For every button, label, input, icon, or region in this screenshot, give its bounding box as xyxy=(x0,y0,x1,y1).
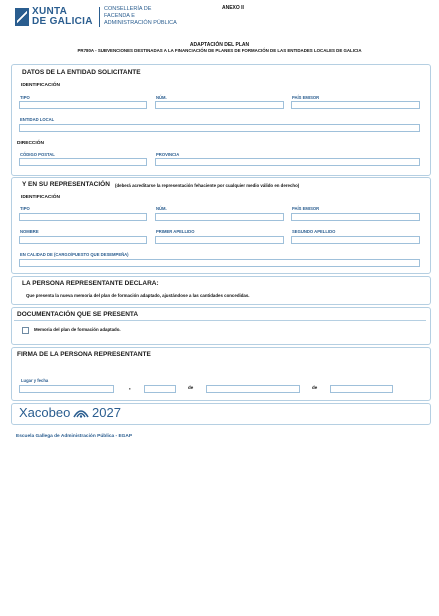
entity-pais-field[interactable] xyxy=(291,101,420,109)
dept-line-2: FACENDA E xyxy=(104,13,135,19)
doc-title: ADAPTACIÓN DEL PLAN xyxy=(189,42,250,48)
entity-num-field[interactable] xyxy=(155,101,284,109)
signature-title: FIRMA DE LA PERSONA REPRESENTANTE xyxy=(17,351,151,358)
comma-separator: , xyxy=(129,385,131,391)
rep-nombre-field[interactable] xyxy=(19,236,147,244)
entity-cp-field[interactable] xyxy=(19,158,147,166)
xunta-logo-text-2: DE GALICIA xyxy=(32,16,93,27)
entity-pais-label: PAÍS EMISOR xyxy=(292,95,320,100)
declaration-text: Que presenta la nueva memoria del plan de formación adaptado, ajustándose a las cantidades concedidas. xyxy=(26,293,250,298)
rep-pais-label: PAÍS EMISOR xyxy=(292,206,320,211)
xacobeo-shell-icon xyxy=(72,406,90,424)
rep-apellido1-field[interactable] xyxy=(155,236,284,244)
year-field[interactable] xyxy=(330,385,393,393)
rep-ident-title: IDENTIFICACIÓN xyxy=(21,195,60,200)
documentation-divider xyxy=(14,320,426,321)
rep-num-label: NÚM. xyxy=(156,206,167,211)
entity-provincia-label: PROVINCIA xyxy=(156,152,180,157)
rep-tipo-label: TIPO xyxy=(20,206,30,211)
entity-tipo-label: TIPO xyxy=(20,95,30,100)
rep-nombre-label: NOMBRE xyxy=(20,229,39,234)
representation-note: (deberá acreditarse la representación fehaciente por cualquier medio válido en derecho) xyxy=(115,182,300,188)
rep-apellido2-label: SEGUNDO APELLIDO xyxy=(292,229,336,234)
footer-school: Escuela Gallega de Administración Pública - EGAP xyxy=(16,434,133,439)
dept-line-3: ADMINISTRACIÓN PÚBLICA xyxy=(104,20,177,26)
xacobeo-year: 2027 xyxy=(92,405,121,420)
entity-cp-label: CÓDIGO POSTAL xyxy=(20,152,55,157)
entity-section-title: DATOS DE LA ENTIDAD SOLICITANTE xyxy=(22,69,141,76)
xacobeo-text: Xacobeo xyxy=(19,405,71,420)
doc-subtitle: PR780A - SUBVENCIONES DESTINADAS A LA FINANCIACIÓN DE PLANES DE FORMACIÓN DE LAS ENTIDADES LOCALES DE GALICIA xyxy=(77,48,362,53)
lugar-fecha-label: Lugar y fecha xyxy=(21,378,49,383)
annex-label: ANEXO II xyxy=(222,5,244,11)
xunta-logo-text-1: XUNTA xyxy=(32,6,68,17)
entity-tipo-field[interactable] xyxy=(19,101,147,109)
dept-line-1: CONSELLERÍA DE xyxy=(104,6,152,12)
entity-dir-title: DIRECCIÓN xyxy=(17,141,44,146)
memoria-checkbox[interactable] xyxy=(22,327,29,334)
header-divider xyxy=(99,7,100,27)
rep-apellido1-label: PRIMER APELLIDO xyxy=(156,229,195,234)
rep-tipo-field[interactable] xyxy=(19,213,147,221)
entity-local-field[interactable] xyxy=(19,124,420,132)
rep-num-field[interactable] xyxy=(155,213,284,221)
entity-provincia-field[interactable] xyxy=(155,158,420,166)
representation-title: Y EN SU REPRESENTACIÓN xyxy=(22,181,110,188)
memoria-label: Memoria del plan de formación adaptado. xyxy=(34,327,121,332)
de-separator-2: de xyxy=(312,385,318,390)
declaration-title: LA PERSONA REPRESENTANTE DECLARA: xyxy=(22,280,159,287)
month-field[interactable] xyxy=(206,385,300,393)
entity-ident-title: IDENTIFICACIÓN xyxy=(21,83,60,88)
day-field[interactable] xyxy=(144,385,176,393)
rep-pais-field[interactable] xyxy=(291,213,420,221)
de-separator-1: de xyxy=(188,385,194,390)
rep-cargo-label: EN CALIDAD DE (CARGO/PUESTO QUE DESEMPEÑA) xyxy=(20,252,129,257)
rep-cargo-field[interactable] xyxy=(19,259,420,267)
lugar-field[interactable] xyxy=(19,385,114,393)
entity-local-label: ENTIDAD LOCAL xyxy=(20,117,55,122)
documentation-title: DOCUMENTACIÓN QUE SE PRESENTA xyxy=(17,311,139,318)
xunta-flag-icon xyxy=(15,8,29,26)
entity-num-label: NÚM. xyxy=(156,95,167,100)
rep-apellido2-field[interactable] xyxy=(291,236,420,244)
